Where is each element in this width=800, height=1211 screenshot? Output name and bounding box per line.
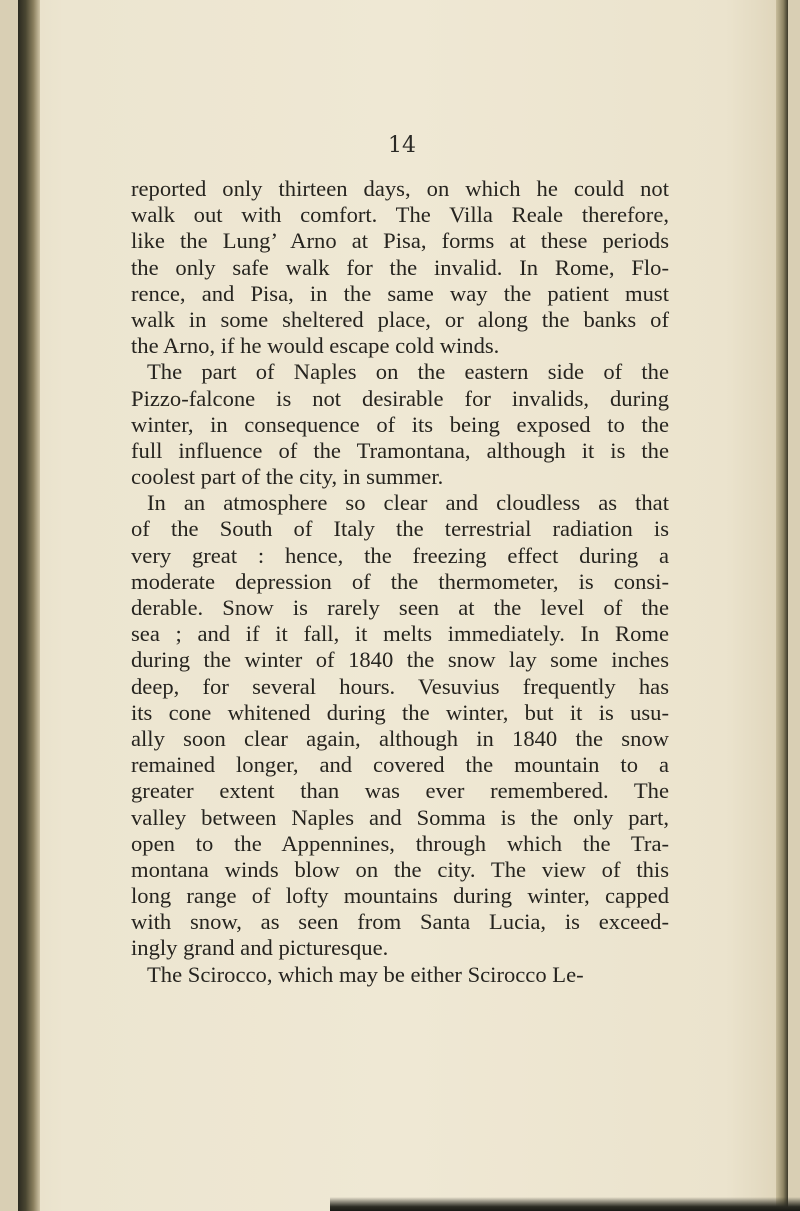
text-line-indented: In an atmosphere so clear and cloudless as that bbox=[147, 490, 669, 516]
page-number: 14 bbox=[388, 133, 416, 158]
page-right-edge bbox=[776, 0, 788, 1211]
text-line-indented: The part of Naples on the eastern side of the bbox=[147, 359, 669, 385]
text-line: long range of lofty mountains during winter, capped bbox=[131, 883, 669, 909]
text-line: its cone whitened during the winter, but it is usu- bbox=[131, 699, 669, 725]
text-line: moderate depression of the thermometer, is consi- bbox=[131, 568, 669, 594]
body-text bbox=[131, 176, 669, 988]
page-bottom-shadow bbox=[330, 1197, 800, 1211]
text-line: very great : hence, the freezing effect during a bbox=[131, 542, 669, 568]
text-line: montana winds blow on the city. The view of this bbox=[131, 856, 669, 882]
text-line: like the Lung’ Arno at Pisa, forms at these periods bbox=[131, 228, 669, 254]
text-line: winter, in consequence of its being exposed to the bbox=[131, 411, 669, 437]
text-line: with snow, as seen from Santa Lucia, is exceed- bbox=[131, 909, 669, 935]
text-line-indented: The Scirocco, which may be either Scirocco Le- bbox=[147, 961, 584, 987]
text-line: walk out with comfort. The Villa Reale therefore, bbox=[131, 202, 669, 228]
text-line: the Arno, if he would escape cold winds. bbox=[131, 333, 500, 359]
text-line: deep, for several hours. Vesuvius frequently has bbox=[131, 673, 669, 699]
text-line: the only safe walk for the invalid. In Rome, Flo- bbox=[131, 254, 669, 280]
text-line: during the winter of 1840 the snow lay some inches bbox=[131, 647, 669, 673]
text-line: full influence of the Tramontana, although it is the bbox=[131, 437, 669, 463]
text-line: sea ; and if it fall, it melts immediately. In Rome bbox=[131, 621, 669, 647]
text-line: open to the Appennines, through which the Tra- bbox=[131, 830, 669, 856]
text-line: remained longer, and covered the mountain to a bbox=[131, 752, 669, 778]
text-line: Pizzo-falcone is not desirable for invalids, during bbox=[131, 385, 669, 411]
text-line: coolest part of the city, in summer. bbox=[131, 464, 444, 490]
text-line: rence, and Pisa, in the same way the patient must bbox=[131, 280, 669, 306]
text-line: derable. Snow is rarely seen at the level of the bbox=[131, 595, 669, 620]
text-line: greater extent than was ever remembered. The bbox=[131, 778, 669, 804]
text-line: ally soon clear again, although in 1840 the snow bbox=[131, 725, 669, 751]
text-line: reported only thirteen days, on which he could not bbox=[131, 176, 669, 201]
text-line: ingly grand and picturesque. bbox=[131, 935, 389, 961]
text-line: walk in some sheltered place, or along the banks of bbox=[131, 306, 669, 332]
page-binding-edge bbox=[18, 0, 40, 1211]
text-line: valley between Naples and Somma is the only part, bbox=[131, 804, 669, 830]
text-line: of the South of Italy the terrestrial radiation is bbox=[131, 516, 669, 542]
